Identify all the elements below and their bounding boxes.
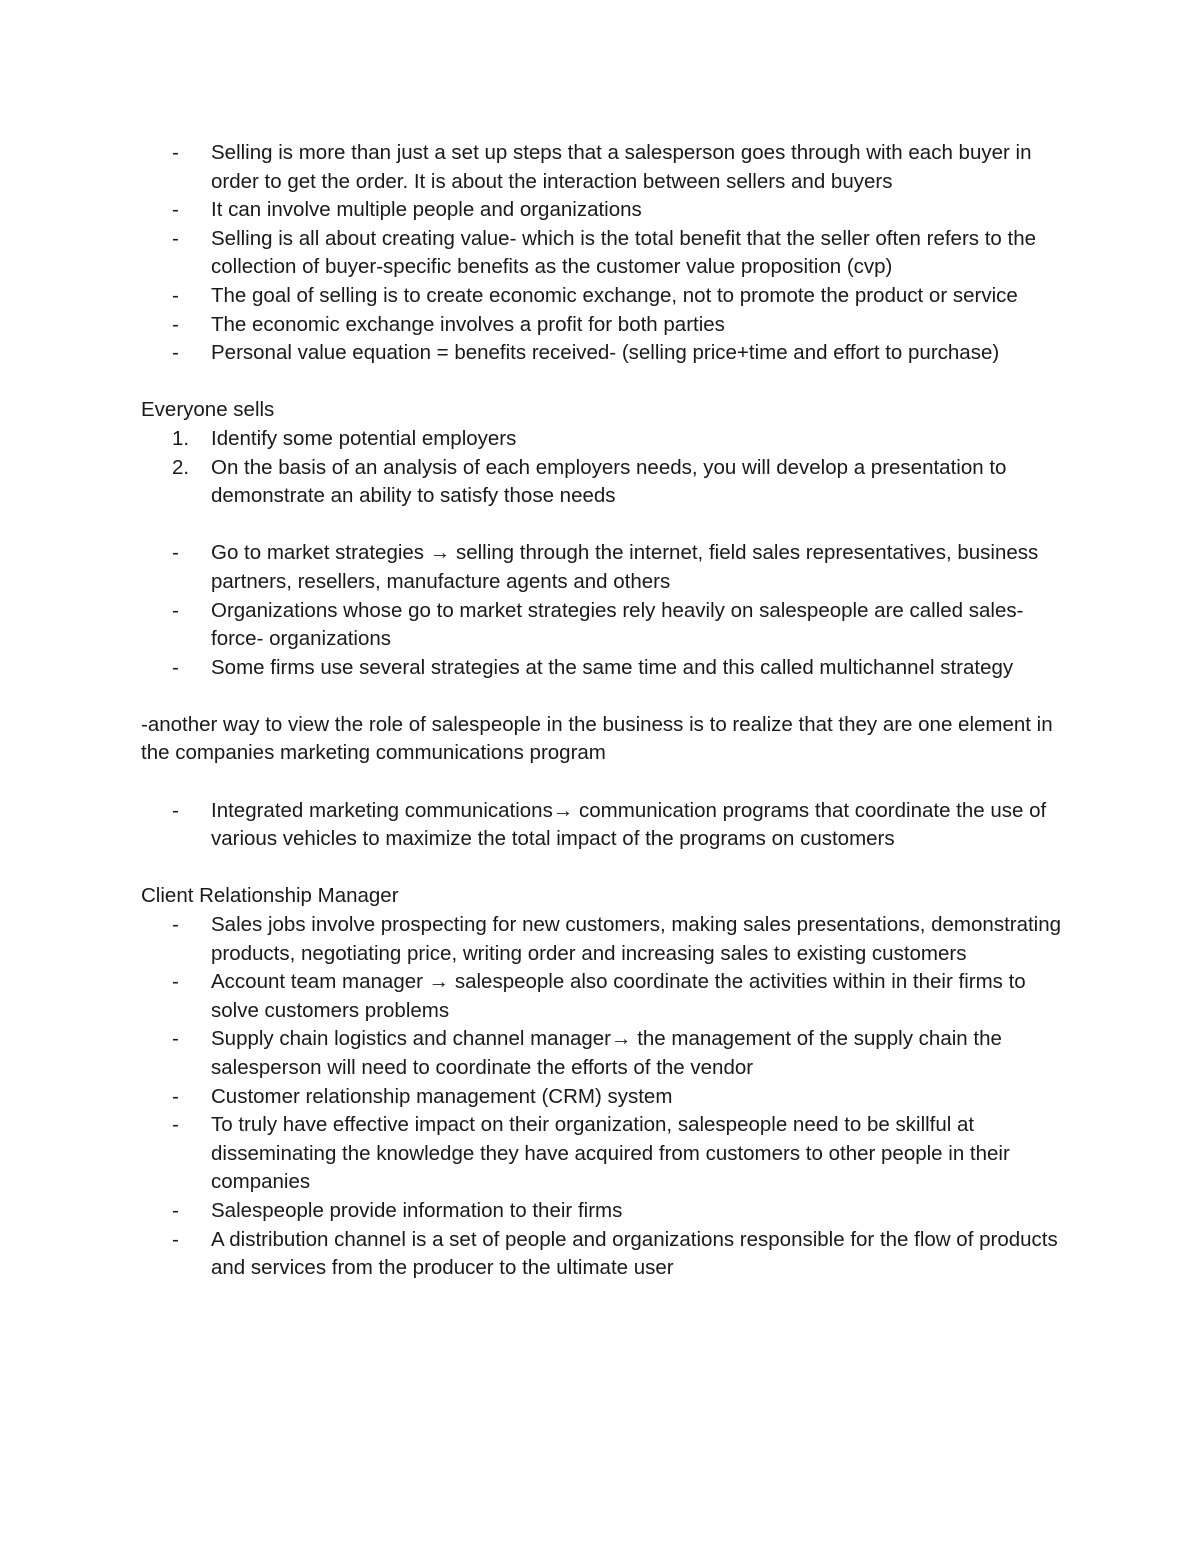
bullet-marker: - (172, 970, 179, 994)
list-item (141, 311, 1066, 340)
bullet-marker: - (172, 283, 179, 307)
bullet-marker: - (172, 1084, 179, 1108)
list-item-text: To truly have effective impact on their organization, salespeople need to be skillful at disseminating the knowledge they have acquired from customers to other people in their companies (211, 1113, 1010, 1194)
bullet-marker: - (172, 312, 179, 336)
list-item (141, 339, 1066, 368)
list-item (141, 1083, 1066, 1112)
bullet-marker: - (172, 198, 179, 222)
numbered-list (141, 425, 1066, 511)
list-item-text: Selling is more than just a set up steps that a salesperson goes through with each buyer in order to get the order. It is about the interaction between sellers and buyers (211, 141, 1032, 193)
bullet-list-strategies (141, 539, 1066, 682)
paragraph-salespeople-role: -another way to view the role of salespeople in the business is to realize that they are one element in the companies marketing communications program (141, 712, 1053, 765)
bullet-marker: - (172, 913, 179, 937)
spacer (141, 682, 1066, 711)
list-item-text: The goal of selling is to create economic exchange, not to promote the product or service (211, 283, 1018, 307)
spacer (141, 768, 1066, 797)
heading-everyone-sells: Everyone sells (141, 398, 275, 422)
spacer (141, 368, 1066, 397)
list-item-text: Supply chain logistics and channel manager→ the management of the supply chain the salesperson will need to coordinate the efforts of the vendor (211, 1027, 1002, 1079)
list-item-text: Salespeople provide information to their firms (211, 1198, 623, 1222)
list-item-text: Personal value equation = benefits received- (selling price+time and effort to purchase) (211, 341, 1000, 365)
list-item (141, 968, 1066, 1025)
list-item-text: Go to market strategies → selling through the internet, field sales representatives, business partners, resellers, manufacture agents and others (211, 541, 1039, 593)
bullet-list-crm (141, 911, 1066, 1283)
list-item (141, 1197, 1066, 1226)
list-item-text: Selling is all about creating value- which is the total benefit that the seller often refers to the collection of buyer-specific benefits as the customer value proposition (cvp) (211, 226, 1037, 279)
heading-client-relationship-manager: Client Relationship Manager (141, 884, 399, 908)
numbered-item (141, 425, 1066, 454)
bullet-marker: - (172, 1113, 179, 1137)
list-item (141, 282, 1066, 311)
list-item-text: The economic exchange involves a profit for both parties (211, 312, 725, 336)
bullet-list-selling (141, 139, 1066, 368)
list-item-text: It can involve multiple people and organizations (211, 198, 642, 222)
list-item (141, 911, 1066, 968)
list-item-text: Integrated marketing communications→ communication programs that coordinate the use of various vehicles to maximize the total impact of the programs on customers (211, 798, 1047, 851)
numbered-item-text: Identify some potential employers (211, 426, 517, 450)
list-item (141, 225, 1066, 282)
bullet-marker: - (172, 541, 179, 565)
numbered-item-text: On the basis of an analysis of each employers needs, you will develop a presentation to demonstrate an ability to satisfy those needs (211, 455, 1007, 508)
spacer (141, 854, 1066, 883)
list-item (141, 139, 1066, 196)
list-item (141, 539, 1066, 596)
bullet-marker: - (172, 341, 179, 365)
list-item-text: Some firms use several strategies at the same time and this called multichannel strategy (211, 655, 1014, 679)
list-item (141, 1226, 1066, 1283)
bullet-marker: - (172, 798, 179, 822)
bullet-marker: - (172, 1027, 179, 1051)
numbered-item (141, 454, 1066, 511)
bullet-marker: - (172, 226, 179, 250)
bullet-marker: - (172, 1227, 179, 1251)
spacer (141, 511, 1066, 540)
number-marker: 1. (172, 426, 190, 450)
number-marker: 2. (172, 455, 190, 479)
list-item (141, 797, 1066, 854)
list-item (141, 196, 1066, 225)
bullet-marker: - (172, 1198, 179, 1222)
bullet-list-imc (141, 797, 1066, 854)
list-item-text: Organizations whose go to market strategies rely heavily on salespeople are called sales-force- organizations (211, 598, 1024, 651)
list-item (141, 1025, 1066, 1082)
list-item-text: A distribution channel is a set of people and organizations responsible for the flow of products and services from the producer to the ultimate user (211, 1227, 1058, 1280)
list-item-text: Account team manager → salespeople also coordinate the activities within in their firms to solve customers problems (211, 970, 1026, 1022)
list-item-text: Customer relationship management (CRM) system (211, 1084, 673, 1108)
document-content (141, 139, 1066, 1283)
bullet-marker: - (172, 598, 179, 622)
list-item (141, 597, 1066, 654)
list-item-text: Sales jobs involve prospecting for new customers, making sales presentations, demonstrating products, negotiating price, writing order and increasing sales to existing customers (211, 913, 1062, 965)
list-item (141, 1111, 1066, 1197)
bullet-marker: - (172, 655, 179, 679)
list-item (141, 654, 1066, 683)
bullet-marker: - (172, 141, 179, 164)
